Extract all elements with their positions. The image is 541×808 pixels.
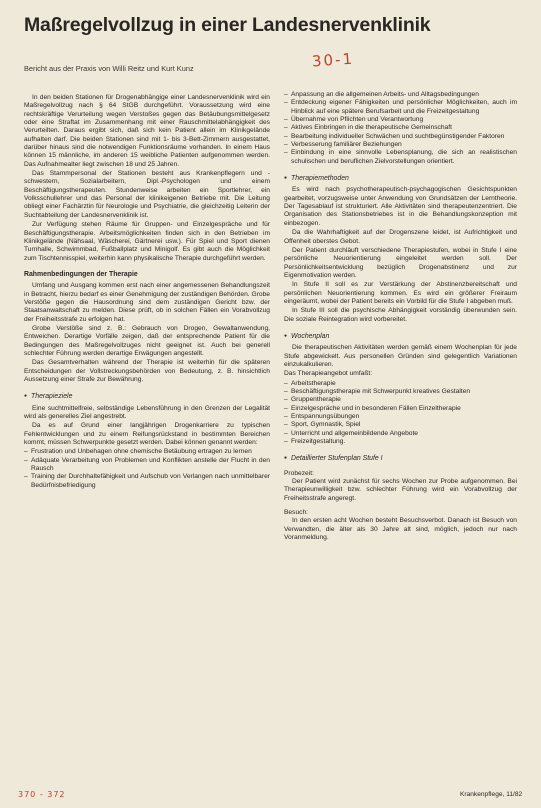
besuch-paragraph: In den ersten acht Wochen besteht Besuchsverbot. Danach ist Besuch von Verwandten, die älter als 30 Jahre alt sind, möglich, jedoch nur nach Voranmeldung. (284, 517, 517, 542)
list-item: – Verbesserung familiärer Beziehungen (284, 141, 517, 149)
list-item: – Adäquate Verarbeitung von Problemen und Konflikten anstelle der Flucht in den Rausch (24, 457, 270, 474)
list-item: – Arbeitstherapie (284, 380, 517, 388)
wochenplan-paragraph-1: Die therapeutischen Aktivitäten werden gemäß einem Wochenplan für jede Stufe abgewickelt. Aus personellen Gründen sind gelegentlich Variationen einzukalkulieren. (284, 344, 517, 368)
list-item: – Training der Durchhaltefähigkeit und Aufschub von Verlangen nach unmittelbarer Bedürfnisbefriedigung (24, 473, 270, 490)
angebot-list (284, 380, 517, 447)
rahmen-paragraph-1: Umfang und Ausgang kommen erst nach einer angemessenen Behandlungszeit in Betracht, hierzu bedarf es einer Genehmigung der zuständigen Behörden. Grobe Verstöße gegen die Hausordnung sind dem zuständigen Gericht bzw. der Staatsanwaltschaft zu melden. Diese prüft, ob in solchen Fällen ein Vorabvollzug der Freiheitsstrafe zu erfolgen hat. (24, 282, 270, 323)
intro-paragraph-2: Das Stammpersonal der Stationen besteht aus Krankenpflegern und -schwestern, Sozialarbeitern, Dipl.-Psychologen und einem Beschäftigungstherapeuten. Stundenweise arbeiten ein Sportlehrer, ein Volksschullehrer und das Personal der klinikeigenen Betriebe mit. Die Leitung obliegt einer Fachärztin für Neurologie und Psychiatrie, die gleichzeitig Leiterin der Suchtabteilung der Landesnervenklinik ist. (24, 170, 270, 219)
methoden-paragraph-2: Da die Wahrhaftigkeit auf der Drogenszene leidet, ist Aufrichtigkeit und Offenheit oberstes Gebot. (284, 229, 517, 245)
list-item: – Beschäftigungstherapie mit Schwerpunkt kreatives Gestalten (284, 388, 517, 396)
section-heading-ziele: ● Therapieziele (24, 392, 270, 401)
ziele-list-left (24, 448, 270, 490)
section-heading-stufenplan: ● Detaillierter Stufenplan Stufe I (284, 454, 517, 463)
list-item: – Bearbeitung individueller Schwächen und suchtbegünstigender Faktoren (284, 133, 517, 141)
article-title: Maßregelvollzug in einer Landesnervenklinik (24, 14, 431, 36)
methoden-paragraph-1: Es wird nach psychotherapeutisch-psychagogischen Gesichtspunkten gearbeitet, vorzugsweise unter Anwendung von Grundsätzen der Lerntheorie. Der Tagesablauf ist strukturiert. Alle Aktivitäten sind therapeutenzentriert. Die Organisation des Stationsbetriebes ist in die Behandlungskonzeption mit einbezogen. (284, 186, 517, 227)
section-heading-methoden: ● Therapiemethoden (284, 174, 517, 183)
intro-paragraph-1: In den beiden Stationen für Drogenabhängige einer Landesnervenklinik wird ein Maßregelvollzug nach § 64 StGB durchgeführt. Voraussetzung wird eine rechtskräftige Verurteilung wegen Verstoßes gegen das Betäubungsmittelgesetz oder eine Straftat im Zusammenhang mit einer Rauschmittelabhängigkeit des Verurteilten. Daraus ergibt sich, daß sich kein Patient allein im Klinikgelände aufhalten darf. Die beiden Stationen sind mit 1- bis 3-Bett-Zimmern ausgestattet, darüber hinaus sind die notwendigen Funktionsräume vorhanden. In einem Haus können 15 männliche, im anderen 15 weibliche Patienten aufgenommen werden. Das Aufnahmealter liegt zwischen 18 und 25 Jahren. (24, 94, 270, 168)
methoden-paragraph-3: Der Patient durchläuft verschiedene Therapiestufen, wobei in Stufe I eine persönliche Neuorientierung eingeleitet werden soll. Der Persönlichkeitsentwicklung bezüglich Drogenabstinenz und zur Eigenmotivation werden. (284, 246, 517, 279)
handwritten-page-range: 370 - 372 (18, 790, 66, 799)
intro-paragraph-3: Zur Verfügung stehen Räume für Gruppen- und Einzelgespräche und für Beschäftigungstherapie. Arbeitsmöglichkeiten finden sich in den Betrieben im Klinikgelände (Nähsaal, Wäscherei, Gärtnerei usw.). Für Spiel und Sport dienen Turnhalle, Schwimmbad, Fußballplatz und Minigolf. Es gibt auch die Möglichkeit zum Tischtennisspiel, weiterhin kann physikalische Therapie durchgeführt werden. (24, 221, 270, 262)
right-column (284, 91, 517, 791)
list-item: – Freizeitgestaltung. (284, 438, 517, 446)
list-item: – Gruppentherapie (284, 396, 517, 404)
ziele-list-right (284, 91, 517, 166)
section-heading-rahmen: Rahmenbedingungen der Therapie (24, 270, 138, 278)
article-byline: Bericht aus der Praxis von Willi Reitz und Kurt Kunz (24, 64, 194, 73)
list-item: – Frustration und Unbehagen ohne chemische Betäubung ertragen zu lernen (24, 448, 270, 456)
list-item: – Einbindung in eine sinnvolle Lebensplanung, die sich an realistischen schulischen und beruflichen Zielvorstellungen orientiert. (284, 149, 517, 166)
probezeit-paragraph: Der Patient wird zunächst für sechs Wochen zur Probe aufgenommen. Bei Therapieunwilligkeit bzw. schlechter Führung wird ein Vorabvollzug der Freiheitsstrafe angeregt. (284, 478, 517, 502)
list-item: – Entspannungsübungen (284, 413, 517, 421)
wochenplan-paragraph-2: Das Therapieangebot umfaßt: (284, 370, 373, 378)
rahmen-paragraph-3: Das Gesamtverhalten während der Therapie ist weiterhin für die späteren Entscheidungen der Vollstreckungsbehörden von Bedeutung, z. B. hinsichtlich Aussetzung einer Strafe zur Bewährung. (24, 359, 270, 383)
list-item: – Entdeckung eigener Fähigkeiten und persönlicher Möglichkeiten, auch im Hinblick auf eine spätere Berufsarbeit und die Freizeitgestaltung (284, 99, 517, 116)
section-heading-wochenplan: ● Wochenplan (284, 332, 517, 341)
list-item: – Aktives Einbringen in die therapeutische Gemeinschaft (284, 124, 517, 132)
handwritten-annotation: 30-1 (311, 49, 355, 71)
label-probezeit: Probezeit: (284, 469, 314, 477)
methoden-paragraph-4: In Stufe II soll es zur Verstärkung der Abstinenzbereitschaft und persönlichen Neuorientierung kommen. Es wird ein größerer Freiraum eingeräumt, wobei der Patient bereits ein Vorbild für die Stufe I abgeben muß. (284, 281, 517, 305)
list-item: – Einzelgespräche und in besonderen Fällen Einzeltherapie (284, 405, 517, 413)
list-item: – Anpassung an die allgemeinen Arbeits- und Alltagsbedingungen (284, 91, 517, 99)
ziele-paragraph-1: Eine suchtmittelfreie, selbständige Lebensführung in den Grenzen der Legalität wird als generelles Ziel angestrebt. (24, 404, 270, 421)
list-item: – Sport, Gymnastik, Spiel (284, 421, 517, 429)
rahmen-paragraph-2: Grobe Verstöße sind z. B.: Gebrauch von Drogen, Gewaltanwendung, Entweichen. Derartige Vorfälle zeigen, daß der entsprechende Patient für die Bedingungen des Maßregelvollzuges nicht geeignet ist. Auch bei generell schlechter Führung werden derartige Erwägungen angestellt. (24, 324, 270, 357)
label-besuch: Besuch: (284, 509, 308, 517)
ziele-paragraph-2: Da es auf Grund einer langjährigen Drogenkarriere zu typischen Fehlentwicklungen und zu einem Reifungsrückstand in bestimmten Bereichen kommt, müssen Schwerpunkte gesetzt werden. Dabei können genannt werden: (24, 422, 270, 447)
methoden-paragraph-5: In Stufe III soll die psychische Abhängigkeit vorständig überwunden sein. Die soziale Reintegration wird vorbereitet. (284, 307, 517, 323)
left-column (24, 94, 270, 789)
list-item: – Übernahme von Pflichten und Verantwortung (284, 116, 517, 124)
list-item: – Unterricht und allgemeinbildende Angebote (284, 430, 517, 438)
journal-reference: Krankenpflege, 11/82 (460, 791, 523, 798)
